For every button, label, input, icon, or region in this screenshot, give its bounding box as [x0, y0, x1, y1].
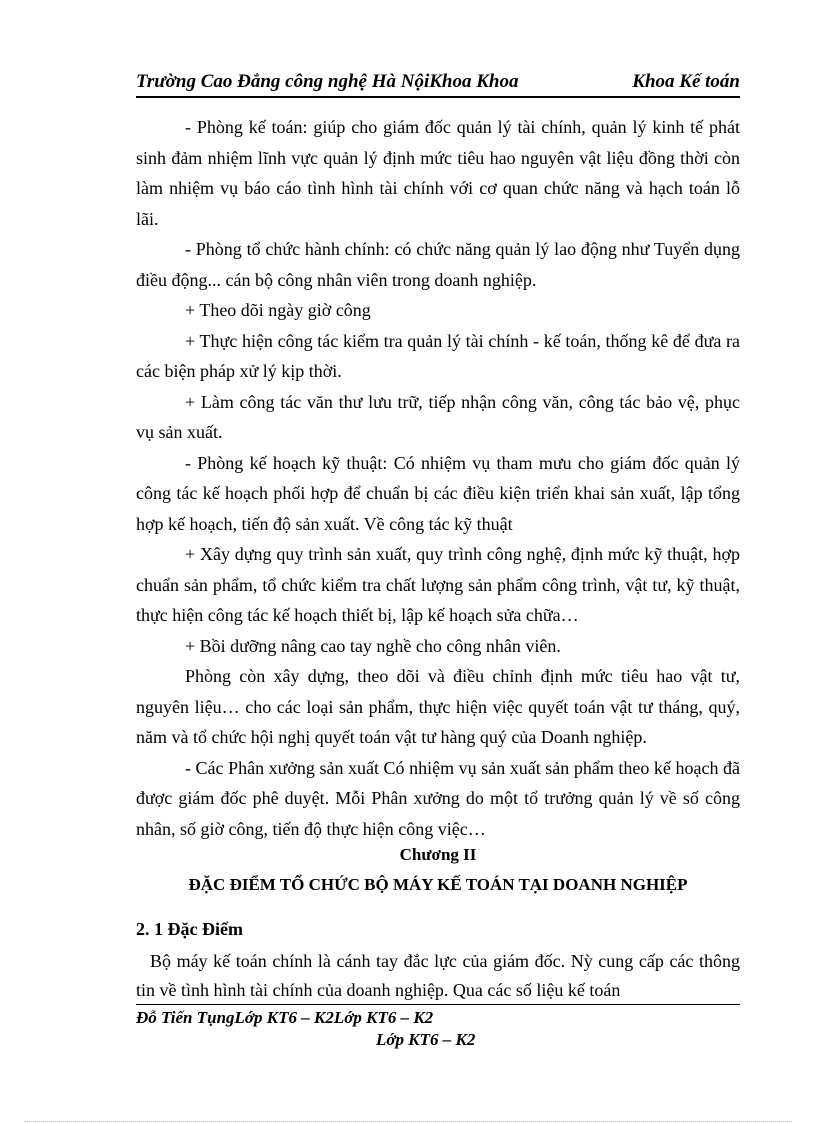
body-text	[136, 112, 740, 844]
paragraph: Bộ máy kế toán chính là cánh tay đắc lực của giám đốc. Nỳ cung cấp các thông tin về tình hình tài chính của doanh nghiệp. Qua các số liệu kế toán	[136, 951, 740, 1000]
chapter-title: ĐẶC ĐIỂM TỔ CHỨC BỘ MÁY KẾ TOÁN TẠI DOANH NGHIỆP	[188, 875, 688, 894]
header-school-name: Trường Cao Đẳng công nghệ Hà NộiKhoa Khoa	[136, 71, 519, 92]
paragraph: + Thực hiện công tác kiểm tra quản lý tài chính - kế toán, thống kê để đưa ra các biện pháp xử lý kịp thời.	[136, 330, 740, 381]
chapter-number: Chương II	[399, 845, 477, 864]
footer-author-line: Đỗ Tiến TụngLớp KT6 – K2Lớp KT6 – K2	[136, 1008, 434, 1027]
section-heading: 2. 1 Đặc Điểm	[136, 919, 243, 939]
paragraph: Phòng còn xây dựng, theo dõi và điều chỉnh định mức tiêu hao vật tư, nguyên liệu… cho các loại sản phẩm, thực hiện việc quyết toán vật tư tháng, quý, năm và tổ chức hội nghị quyết toán vật tư hàng quý của Doanh nghiệp.	[136, 666, 740, 747]
section-body	[136, 947, 740, 1005]
paragraph: + Bồi dưỡng nâng cao tay nghề cho công nhân viên.	[185, 635, 561, 656]
paragraph: + Theo dõi ngày giờ công	[185, 300, 371, 320]
paragraph: - Phòng kế hoạch kỹ thuật: Có nhiệm vụ tham mưu cho giám đốc quản lý công tác kế hoạch phối hợp để chuẩn bị các điều kiện triển khai sản xuất, lập tổng hợp kế hoạch, tiến độ sản xuất. Về công tác kỹ thuật	[136, 452, 740, 534]
paragraph: - Phòng tổ chức hành chính: có chức năng quản lý lao động như Tuyển dụng điều động... cán bộ công nhân viên trong doanh nghiệp.	[136, 239, 740, 290]
page-footer	[136, 1007, 740, 1051]
footer-class-line: Lớp KT6 – K2	[376, 1030, 476, 1049]
paragraph: - Phòng kế toán: giúp cho giám đốc quản lý tài chính, quản lý kinh tế phát sinh đảm nhiệm lĩnh vực quản lý định mức tiêu hao nguyên vật liệu đồng thời còn làm nhiệm vụ báo cáo tình hình tài chính với cơ quan chức năng và hạch toán lỗ lãi.	[136, 117, 740, 229]
page-header	[136, 68, 740, 98]
footer-divider	[136, 1004, 740, 1005]
paragraph: + Xây dựng quy trình sản xuất, quy trình công nghệ, định mức kỹ thuật, hợp chuẩn sản phẩm, tổ chức kiểm tra chất lượng sản phẩm công trình, vật tư, kỹ thuật, thực hiện công tác kế hoạch thiết bị, lập kế hoạch sửa chữa…	[136, 544, 740, 625]
page-edge-divider	[24, 1121, 792, 1122]
chapter-heading	[136, 840, 740, 900]
header-department: Khoa Kế toán	[632, 71, 740, 92]
paragraph: + Làm công tác văn thư lưu trữ, tiếp nhận công văn, công tác bảo vệ, phục vụ sản xuất.	[136, 391, 740, 442]
paragraph: - Các Phân xưởng sản xuất Có nhiệm vụ sản xuất sản phẩm theo kế hoạch đã được giám đốc phê duyệt. Mỗi Phân xưởng do một tổ trưởng quản lý về số công nhân, số giờ công, tiến độ thực hiện công việc…	[136, 757, 740, 839]
